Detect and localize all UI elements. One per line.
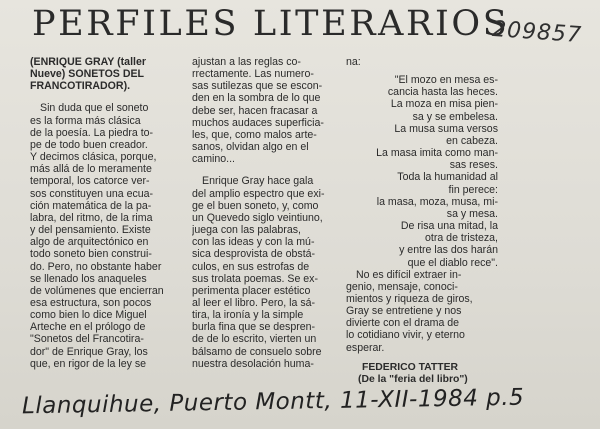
body-line: do. Pero, no obstante haber (30, 260, 162, 273)
poem-line: "El mozo en mesa es- (394, 74, 498, 87)
source-note: (De la "feria del libro") (358, 374, 468, 385)
body-line: burla fina que se despren- (192, 321, 316, 334)
author-name: FEDERICO TATTER (362, 362, 459, 373)
body-line: Arteche en el prólogo de (30, 321, 146, 334)
book-heading-line: (ENRIQUE GRAY (taller (30, 56, 146, 68)
body-line: divierte con el drama de (346, 317, 460, 330)
body-line: debe ser, hacen fracasar a (192, 104, 318, 117)
body-line: muchos audaces superficia- (192, 116, 324, 129)
body-line: que, en rigor de la ley se (30, 357, 147, 370)
headline: PERFILES LITERARIOS (32, 4, 510, 44)
body-line: un Quevedo siglo veintiuno, (192, 211, 323, 224)
body-line: les, que, como malos arte- (192, 128, 317, 141)
body-line: perimenta placer estético (192, 284, 311, 297)
body-line: de de lo escrito, vierten un (192, 333, 317, 346)
body-line: lo cotidiano vivir, y eterno (346, 329, 465, 342)
poem-line: en cabeza. (446, 134, 498, 147)
body-line: na: (346, 56, 361, 68)
poem-line: sa y mesa. (446, 207, 498, 220)
body-line: "Sonetos del Francotira- (30, 333, 144, 346)
book-heading-line: FRANCOTIRADOR). (30, 80, 131, 93)
body-line: pe de todo buen creador. (30, 138, 148, 151)
body-line: como bien lo dice Miguel (30, 309, 147, 322)
body-line: genio, mensaje, conoci- (346, 280, 458, 293)
poem-line: que el diablo rece". (407, 256, 498, 269)
poem-line: la masa, moza, musa, mi- (376, 195, 498, 208)
body-line: sas sutilezas que se escon- (192, 80, 323, 93)
poem-line: sas reses. (449, 159, 498, 172)
handwritten-source-note: Llanquihue, Puerto Montt, 11-XII-1984 p.5 (21, 384, 525, 420)
poem-line: De risa una mitad, la (400, 220, 498, 233)
body-line: sanos, olvidan algo en el (192, 141, 309, 154)
poem-line: otra de tristeza, (424, 232, 498, 245)
poem-line: y entre las dos harán (399, 244, 498, 257)
article-column-2 (192, 56, 344, 370)
body-line: dor" de Enrique Gray, los (30, 345, 148, 358)
body-line: Enrique Gray hace gala (202, 175, 314, 188)
body-line: mientos y riqueza de giros, (346, 292, 473, 305)
poem-line: Toda la humanidad al (397, 171, 498, 184)
body-line: sus trolata poemas. Se ex- (192, 272, 319, 285)
poem-line: cancia hasta las heces. (387, 86, 498, 99)
body-line: den en la sombra de lo que (192, 92, 321, 105)
body-line: No es difícil extraer in- (356, 268, 462, 281)
article-column-3 (346, 56, 498, 354)
poem-line: La masa imita como man- (376, 147, 498, 160)
body-line: temporal, los catorce ver- (30, 175, 150, 188)
book-heading-line: Nueve) SONETOS DEL (30, 68, 145, 81)
body-line: al leer el libro. Pero, la sá- (192, 296, 316, 309)
poem-line: La moza en misa pien- (390, 98, 498, 111)
body-line: y del pensamiento. Existe (30, 224, 151, 237)
body-line: Y decimos clásica, porque, (30, 151, 157, 164)
poem-line: La musa suma versos (394, 122, 498, 135)
body-line: se llenado los anaqueles (30, 272, 147, 285)
body-line: con las ideas y con la mú- (192, 236, 315, 249)
body-line: más allá de lo meramente (30, 163, 152, 176)
body-line: todo soneto bien construi- (30, 248, 152, 261)
catalog-number: 209857 (491, 16, 583, 49)
article-column-1 (30, 56, 180, 370)
body-line: nuestra desolación huma- (192, 357, 314, 370)
body-line: de volúmenes que encierran (30, 284, 164, 297)
author-credit (358, 362, 468, 386)
body-line: esa estructura, son pocos (30, 296, 152, 309)
body-line: labra, del ritmo, de la rima (30, 211, 153, 224)
body-line: culos, en sus estrofas de (192, 260, 310, 273)
body-line: del amplio espectro que exi- (192, 187, 325, 200)
body-line: Sin duda que el soneto (40, 102, 149, 115)
body-line: tira, la ironía y la simple (192, 309, 304, 322)
body-line: algo de arquitectónico en (30, 236, 149, 249)
body-line: bálsamo de consuelo sobre (192, 345, 322, 358)
body-line: sica desprovista de obstá- (192, 248, 316, 261)
body-line: ajustan a las reglas co- (192, 56, 301, 68)
body-line: rrectamente. Las numero- (192, 68, 314, 81)
body-line: esperar. (346, 341, 385, 354)
poem-line: sa y se embelesa. (412, 110, 498, 123)
body-line: camino... (192, 153, 235, 166)
body-line: Gray se entretiene y nos (346, 305, 462, 318)
body-line: es la forma más clásica (30, 114, 141, 127)
poem-line: fin perece: (448, 183, 498, 196)
body-line: ge el buen soneto, y, como (192, 199, 319, 212)
body-line: sos constituyen una ecua- (30, 187, 154, 200)
body-line: juega con las palabras, (192, 224, 301, 237)
body-line: ción matemática de la pa- (30, 199, 152, 212)
body-line: de la poesía. La piedra to- (30, 126, 154, 139)
